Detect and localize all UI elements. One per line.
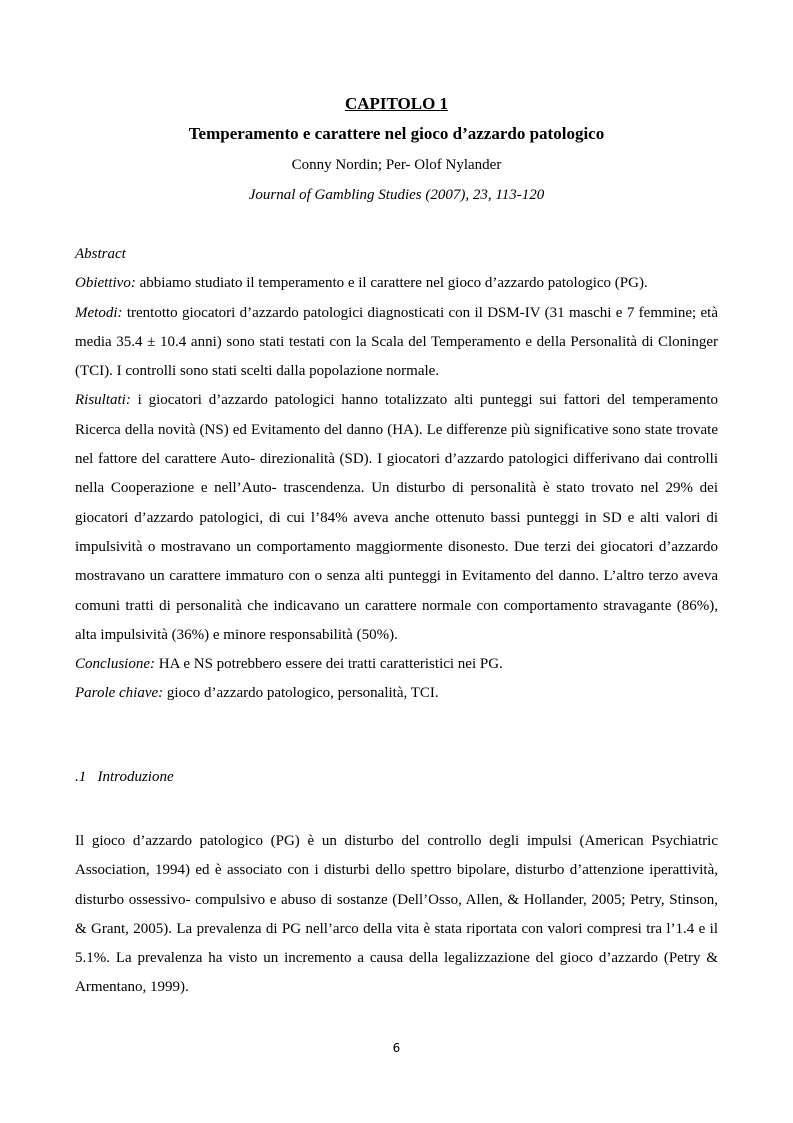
journal-citation: Journal of Gambling Studies (2007), 23, 113-120 [248,187,545,203]
methods-label: Metodi: [75,304,123,321]
objective-label: Obiettivo: [75,275,136,292]
objective-paragraph [75,269,718,298]
introduction-section [75,827,718,1003]
article-title: Temperamento e carattere nel gioco d’azzardo patologico [188,124,605,143]
keywords-label: Parole chiave: [75,685,164,702]
chapter-heading: CAPITOLO 1 [344,94,449,113]
section-heading-introduction [75,769,174,786]
objective-text: abbiamo studiato il temperamento e il carattere nel gioco d’azzardo patologico (PG). [135,275,648,292]
conclusion-text: HA e NS potrebbero essere dei tratti caratteristici nei PG. [155,656,503,673]
keywords-text: gioco d’azzardo patologico, personalità, TCI. [163,685,439,702]
section-title: Introduzione [97,769,174,785]
abstract-section [75,240,718,709]
results-text: i giocatori d’azzardo patologici hanno totalizzato alti punteggi sui fattori del temperamento Ricerca della novità (NS) ed Evitamento del danno (HA). Le differenze più significative sono state trovate nel fattore del carattere Auto- direzionalità (SD). I giocatori d’azzardo patologici differivano dai controlli nella Cooperazione e nell’Auto- trascendenza. Un disturbo di personalità è stato trovato nel 29% dei giocatori d’azzardo patologici, di cui l’84% aveva anche ottenuto bassi punteggi in SD e alti valori di impulsività o mostravano un comportamento maggiormente disonesto. Due terzi dei giocatori d’azzardo mostravano un carattere immaturo con o senza alti punteggi in Evitamento del danno. L’altro terzo aveva comuni tratti di personalità che indicavano un carattere normale con comportamento stravagante (86%), alta impulsività (36%) e minore responsabilità (50%). [75,392,718,643]
conclusion-label: Conclusione: [75,656,155,673]
results-label: Risultati: [75,392,131,409]
abstract-heading-text: Abstract [75,246,126,262]
methods-text: trentotto giocatori d’azzardo patologici diagnosticati con il DSM-IV (31 maschi e 7 femmine; età media 35.4 ± 10.4 anni) sono stati testati con la Scala del Temperamento e della Personalità di Cloninger (TCI). I controlli sono stati scelti dalla popolazione normale. [75,304,718,380]
keywords-paragraph [75,679,718,708]
authors: Conny Nordin; Per- Olof Nylander [291,157,502,173]
results-paragraph [75,386,718,650]
introduction-paragraph: Il gioco d’azzardo patologico (PG) è un disturbo del controllo degli impulsi (American Psychiatric Association, 1994) ed è associato con i disturbi dello spettro bipolare, disturbo d’attenzione iperattività, disturbo ossessivo- compulsivo e abuso di sostanze (Dell’Osso, Allen, & Hollander, 2005; Petry, Stinson, & Grant, 2005). La prevalenza di PG nell’arco della vita è stata riportata con valori compresi tra l’1.4 e il 5.1%. La prevalenza ha visto un incremento a causa della legalizzazione del gioco d’azzardo (Petry & Armentano, 1999). [75,833,718,996]
abstract-heading [75,240,718,269]
page-number: 6 [392,1041,401,1055]
methods-paragraph [75,299,718,387]
conclusion-paragraph [75,650,718,679]
section-number: .1 [75,769,87,785]
